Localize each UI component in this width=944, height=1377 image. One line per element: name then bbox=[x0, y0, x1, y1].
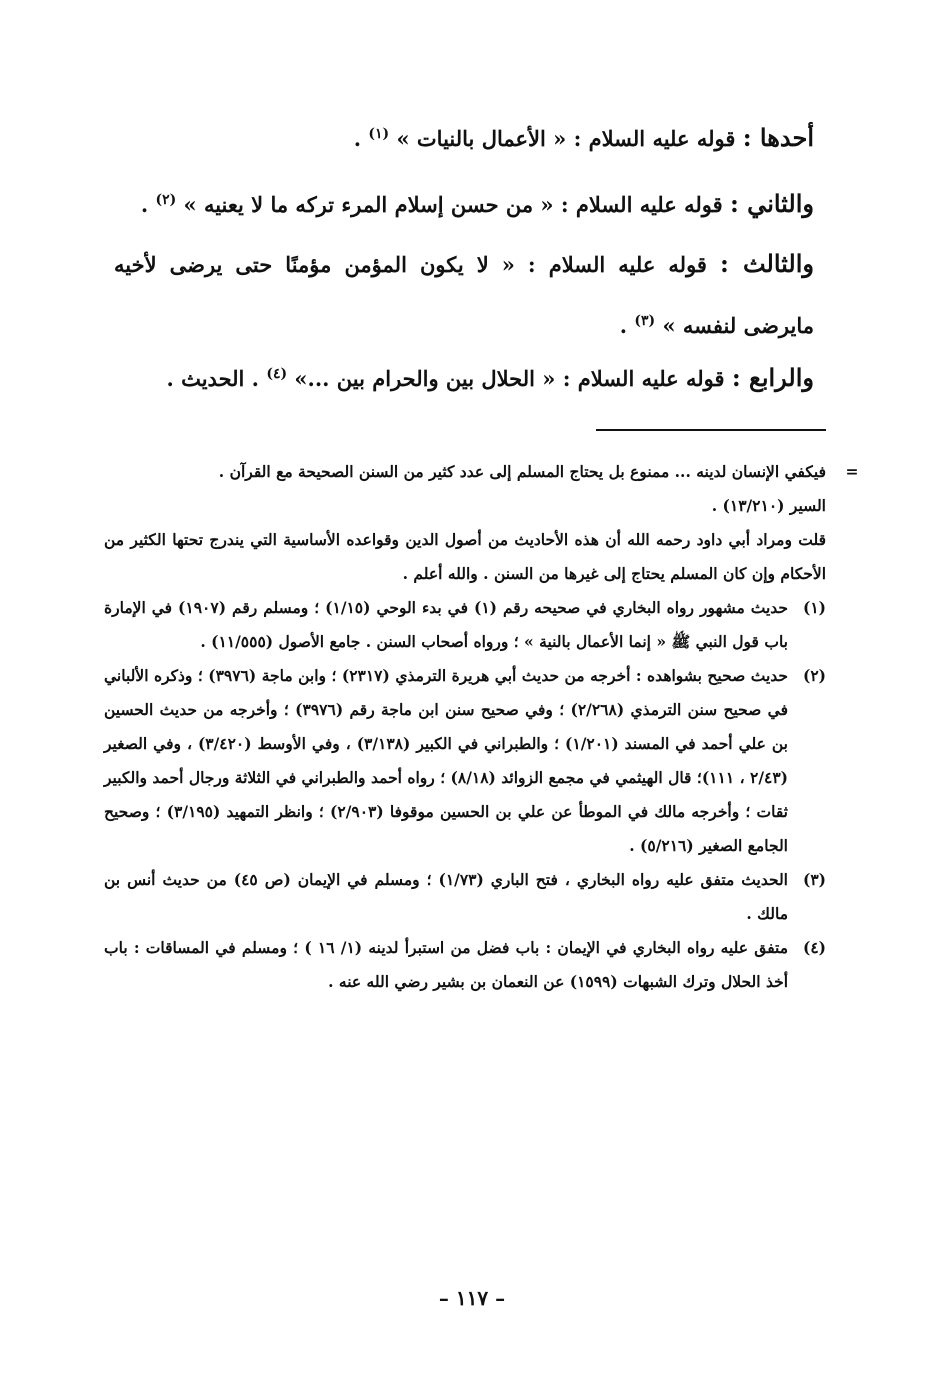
hadith-end: . bbox=[140, 192, 156, 217]
hadith-line-2 bbox=[114, 180, 814, 225]
page-number: – ١١٧ – bbox=[438, 1286, 506, 1310]
footnote-number: (٣) bbox=[802, 870, 826, 889]
footnote-separator bbox=[596, 429, 826, 431]
footnote-number: (٢) bbox=[802, 666, 826, 685]
continuation-comment: قلت ومراد أبي داود رحمه الله أن هذه الأحاديث من أصول الدين وقواعده الأساسية التي يندرج تحتها الكثير من الأحكام وإن كان المسلم يحتاج إلى غيرها من السنن . والله أعلم . bbox=[104, 530, 826, 583]
continuation-source: السير (١٣/٢١٠) . bbox=[711, 496, 826, 515]
hadith-line-1 bbox=[114, 114, 814, 159]
hadith-end: . الحديث . bbox=[166, 366, 267, 391]
footnote-ref: (٣) bbox=[634, 313, 656, 329]
footnote-number: (٤) bbox=[802, 938, 826, 957]
footnotes-section bbox=[104, 455, 859, 999]
footnote-text: متفق عليه رواه البخاري في الإيمان : باب فضل من استبرأ لدينه (١/ ١٦ ) ؛ ومسلم في المساقات : باب أخذ الحلال وترك الشبهات (١٥٩٩) عن النعمان بن بشير رضي الله عنه . bbox=[104, 938, 789, 991]
hadith-text: قوله عليه السلام : « من حسن إسلام المرء تركه ما لا يعنيه » bbox=[176, 192, 730, 217]
continued-footnote bbox=[104, 455, 859, 591]
hadith-lead: أحدها : bbox=[742, 123, 814, 152]
hadith-end: . bbox=[619, 313, 635, 338]
footnote-2 bbox=[104, 659, 826, 863]
hadith-end: . bbox=[353, 126, 369, 151]
hadith-lead: والثاني : bbox=[729, 189, 814, 218]
footnote-4 bbox=[104, 931, 826, 999]
hadith-text: قوله عليه السلام : « الحلال بين والحرام بين ...» bbox=[287, 366, 732, 391]
continuation-mark: = bbox=[845, 462, 859, 481]
footnote-text: الحديث متفق عليه رواه البخاري ، فتح الباري (١/٧٣) ؛ ومسلم في الإيمان (ص ٤٥) من حديث أنس بن مالك . bbox=[104, 870, 788, 923]
footnote-number: (١) bbox=[802, 598, 826, 617]
footnote-ref: (٢) bbox=[155, 192, 177, 208]
hadith-lead: والثالث : bbox=[720, 249, 814, 278]
hadith-text: قوله عليه السلام : « لا يكون المؤمن مؤمنًا حتى يرضى لأخيه مايرضى لنفسه » bbox=[114, 252, 814, 338]
footnote-text: حديث صحيح بشواهده : أخرجه من حديث أبي هريرة الترمذي (٢٣١٧) ؛ وابن ماجة (٣٩٧٦) ؛ وذكره الألباني في صحيح سنن الترمذي (٢/٢٦٨) ؛ وفي صحيح سنن ابن ماجة رقم (٣٩٧٦) ؛ وأخرجه من حديث الحسين بن علي أحمد في المسند (١/٢٠١) ؛ والطبراني في الكبير (٣/١٣٨) ، وفي الأوسط (٣/٤٢٠) ، وفي الصغير (٢/٤٣ ، ١١١)؛ قال الهيثمي في مجمع الزوائد (٨/١٨) ؛ رواه أحمد والطبراني في الثلاثة ورجال أحمد والكبير ثقات ؛ وأخرجه مالك في الموطأ عن علي بن الحسين موقوفا (٢/٩٠٣) ؛ وانظر التمهيد (٣/١٩٥) ؛ وصحيح الجامع الصغير (٥/٢١٦) . bbox=[104, 666, 789, 855]
footnote-ref: (٤) bbox=[266, 366, 288, 382]
footnote-text: حديث مشهور رواه البخاري في صحيحه رقم (١) في بدء الوحي (١/١٥) ؛ ومسلم رقم (١٩٠٧) في الإمارة باب قول النبي ﷺ « إنما الأعمال بالنية » ؛ ورواه أصحاب السنن . جامع الأصول (١١/٥٥٥) . bbox=[104, 598, 789, 651]
hadith-lead: والرابع : bbox=[731, 363, 814, 392]
continuation-text: فيكفي الإنسان لدينه ... ممنوع بل يحتاج المسلم إلى عدد كثير من السنن الصحيحة مع القرآن . bbox=[218, 462, 826, 481]
footnote-3 bbox=[104, 863, 826, 931]
footnote-1 bbox=[104, 591, 826, 659]
hadith-text: قوله عليه السلام : « الأعمال بالنيات » bbox=[389, 126, 743, 151]
hadith-line-3 bbox=[114, 236, 814, 354]
footnote-ref: (١) bbox=[368, 126, 390, 142]
hadith-line-4 bbox=[114, 354, 814, 399]
